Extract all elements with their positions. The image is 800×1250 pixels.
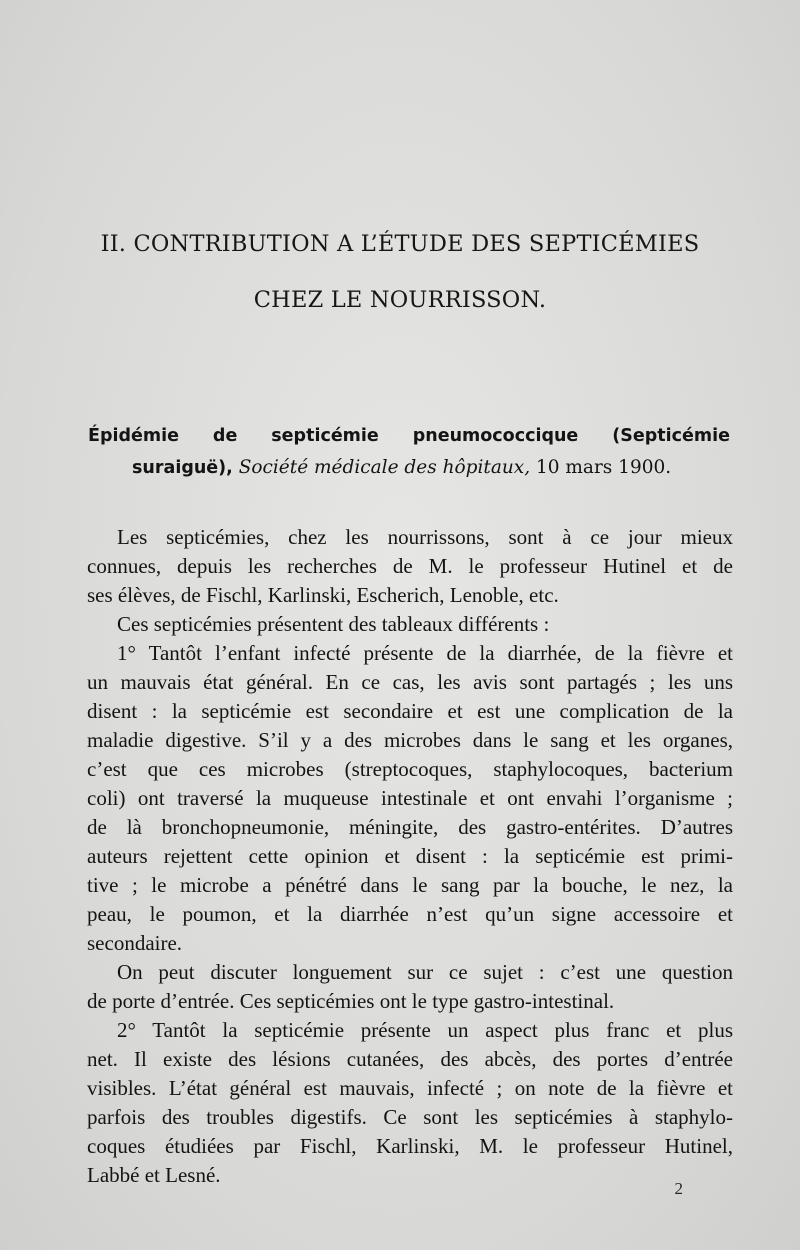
body-line: de porte d’entrée. Ces septicémies ont le type gastro-intestinal.: [87, 989, 615, 1013]
body-line: un mauvais état général. En ce cas, les avis sont partagés ; les uns: [87, 670, 733, 694]
body-line: Ces septicémies présentent des tableaux différents :: [117, 612, 550, 636]
subtitle-word: septicémie: [271, 426, 379, 446]
subtitle-date: 10 mars 1900.: [535, 457, 672, 478]
body-line: connues, depuis les recherches de M. le professeur Hutinel et de: [87, 554, 733, 578]
body-line: 1° Tantôt l’enfant infecté présente de la diarrhée, de la fièvre et: [117, 641, 733, 665]
subtitle-journal: Société médicale des hôpitaux,: [238, 457, 531, 478]
subtitle-word: pneumococcique: [412, 426, 579, 446]
body-line: coques étudiées par Fischl, Karlinski, M. le professeur Hutinel,: [87, 1134, 733, 1158]
body-line: On peut discuter longuement sur ce sujet : c’est une question: [117, 960, 733, 984]
chapter-title-line-1: II. CONTRIBUTION A L’ÉTUDE DES SEPTICÉMIES: [100, 231, 700, 257]
body-line: 2° Tantôt la septicémie présente un aspect plus franc et plus: [117, 1018, 733, 1042]
subtitle-word: Épidémie: [88, 426, 179, 446]
body-line: auteurs rejettent cette opinion et disent : la septicémie est primi-: [87, 844, 733, 868]
body-line: c’est que ces microbes (streptocoques, staphylocoques, bacterium: [87, 757, 733, 781]
body-line: coli) ont traversé la muqueuse intestinale et ont envahi l’organisme ;: [87, 786, 733, 810]
body-line: de là bronchopneumonie, méningite, des gastro-entérites. D’autres: [87, 815, 733, 839]
body-line: secondaire.: [87, 931, 183, 955]
body-line: disent : la septicémie est secondaire et est une complication de la: [87, 699, 733, 723]
body-line: visibles. L’état général est mauvais, infecté ; on note de la fièvre et: [87, 1076, 733, 1100]
body-line: parfois des troubles digestifs. Ce sont les septicémies à staphylo-: [87, 1105, 733, 1129]
body-line: Les septicémies, chez les nourrissons, sont à ce jour mieux: [117, 525, 733, 549]
body-line: maladie digestive. S’il y a des microbes dans le sang et les organes,: [87, 728, 733, 752]
body-line: tive ; le microbe a pénétré dans le sang par la bouche, le nez, la: [87, 873, 733, 897]
subtitle-word: (Septicémie: [612, 426, 730, 446]
page-number: 2: [674, 1179, 683, 1198]
body-line: Labbé et Lesné.: [87, 1163, 221, 1187]
body-line: peau, le poumon, et la diarrhée n’est qu’un signe accessoire et: [87, 902, 733, 926]
body-line: net. Il existe des lésions cutanées, des abcès, des portes d’entrée: [87, 1047, 733, 1071]
subtitle-word: de: [212, 426, 238, 446]
subtitle-bold-part: suraiguë),: [132, 458, 233, 478]
body-line: ses élèves, de Fischl, Karlinski, Escherich, Lenoble, etc.: [87, 583, 559, 607]
chapter-title-line-2: CHEZ LE NOURRISSON.: [253, 287, 547, 313]
subtitle-line-2: [132, 452, 692, 484]
subtitle-line-1: [88, 421, 730, 452]
